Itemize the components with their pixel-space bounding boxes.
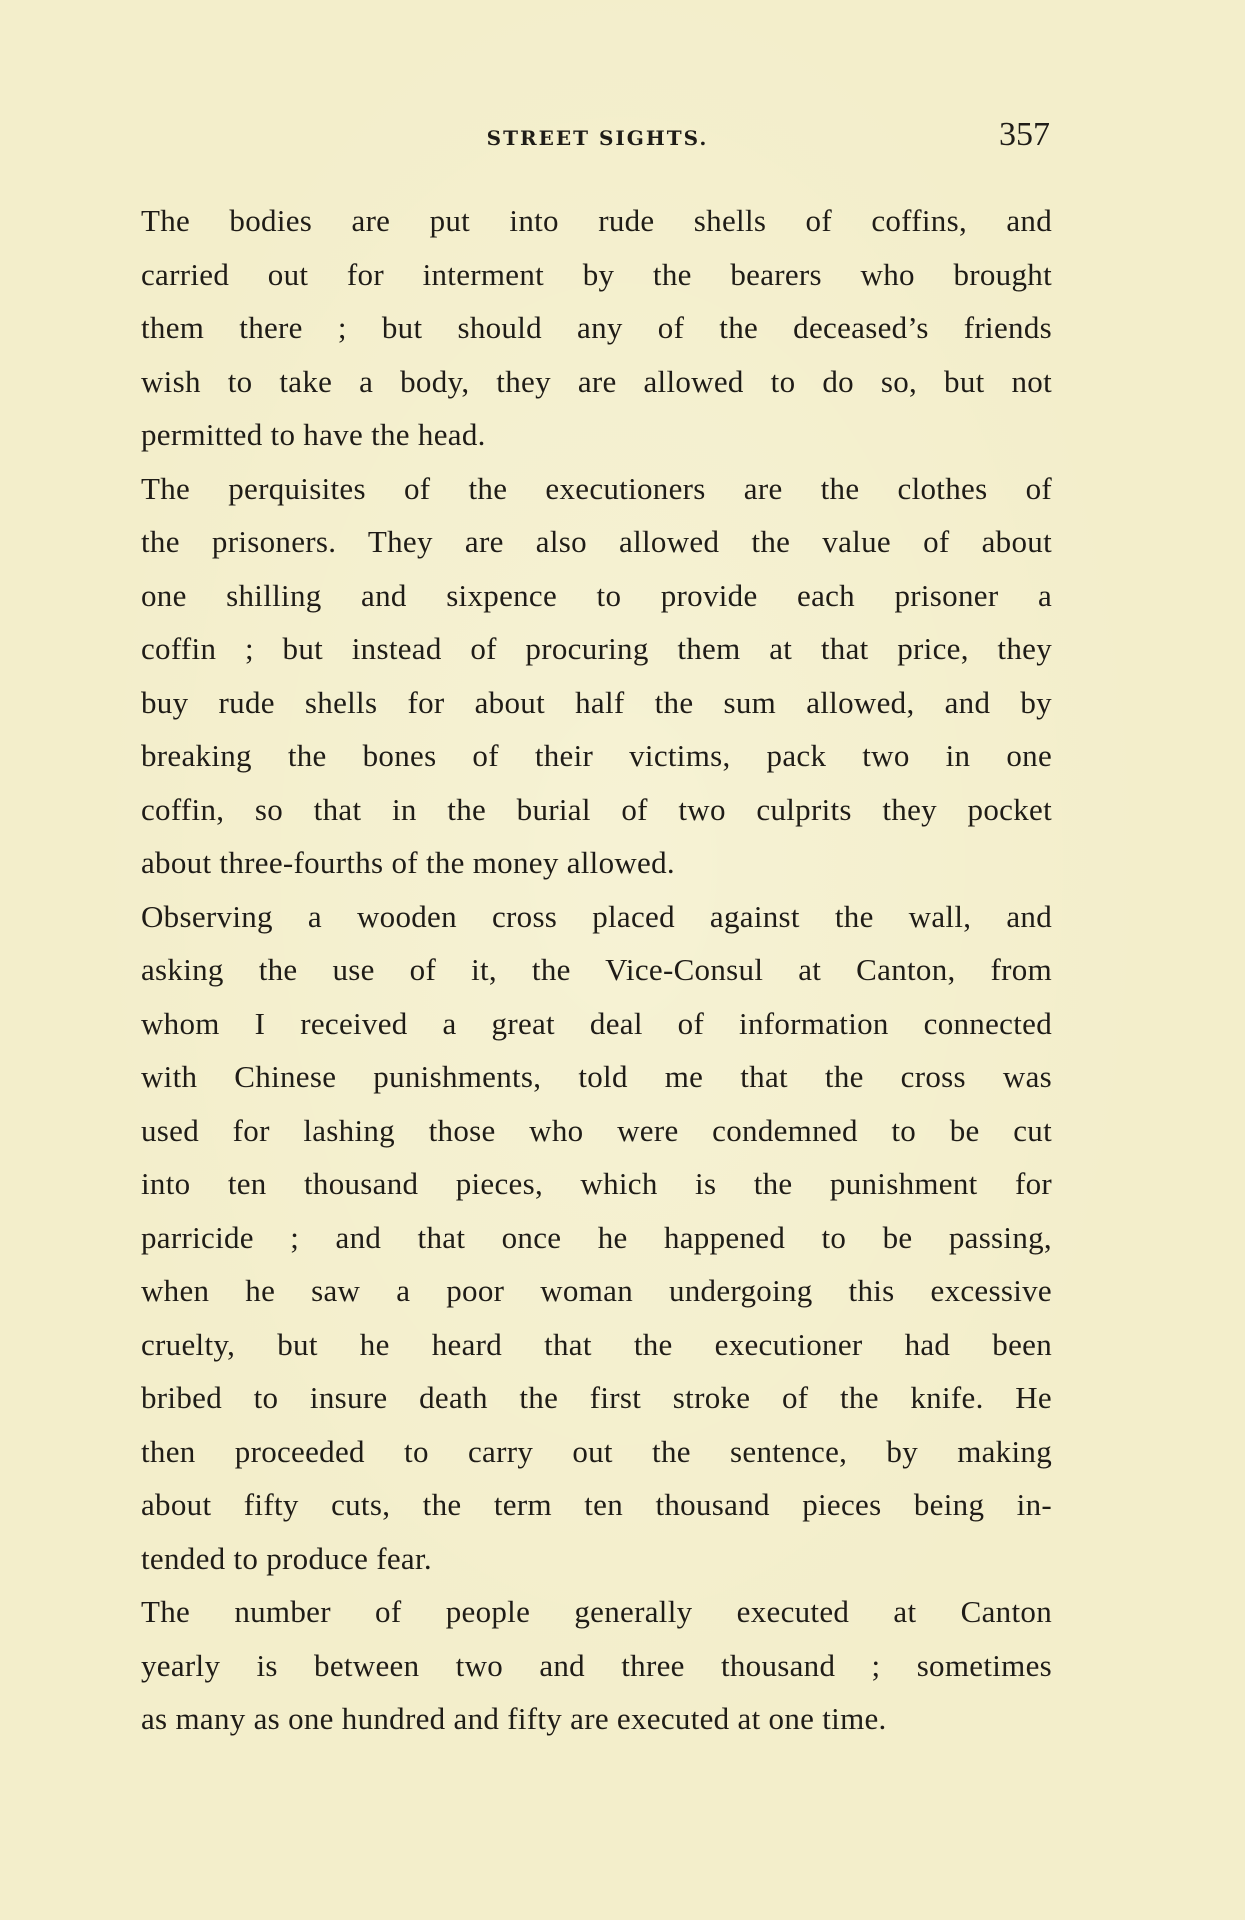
text-line: used for lashing those who were condemned to be cut (141, 1112, 1052, 1148)
text-line: tended to produce fear. (141, 1540, 432, 1576)
text-line: one shilling and sixpence to provide each prisoner a (141, 577, 1052, 613)
text-line: when he saw a poor woman undergoing this excessive (141, 1273, 1052, 1308)
text-line: about three-fourths of the money allowed. (141, 845, 675, 880)
paragraph (107, 890, 1052, 1586)
text-line: with Chinese punishments, told me that the cross was (141, 1059, 1052, 1094)
text-line: the prisoners. They are also allowed the value of about (141, 524, 1052, 559)
text-line: whom I received a great deal of information connected (141, 1005, 1052, 1041)
text-line: them there ; but should any of the deceased’s friends (141, 310, 1052, 345)
text-line: about fifty cuts, the term ten thousand pieces being in- (141, 1487, 1052, 1522)
paragraph (107, 1585, 1052, 1746)
running-title: STREET SIGHTS. (486, 126, 709, 150)
text-line: carried out for interment by the bearers who brought (141, 256, 1052, 292)
text-line: wish to take a body, they are allowed to do so, but not (141, 363, 1052, 399)
text-line: yearly is between two and three thousand ; sometimes (141, 1647, 1052, 1683)
text-line: The perquisites of the executioners are the clothes of (141, 470, 1052, 506)
text-line: asking the use of it, the Vice-Consul at Canton, from (141, 952, 1052, 987)
text-line: Observing a wooden cross placed against the wall, and (141, 898, 1052, 934)
text-line: bribed to insure death the first stroke of the knife. He (141, 1380, 1052, 1415)
text-line: breaking the bones of their victims, pack two in one (141, 738, 1052, 773)
text-line: coffin ; but instead of procuring them at that price, they (141, 631, 1052, 666)
text-line: buy rude shells for about half the sum allowed, and by (141, 684, 1052, 720)
paragraph (107, 194, 1052, 462)
text-line: as many as one hundred and fifty are executed at one time. (141, 1701, 887, 1736)
text-line: parricide ; and that once he happened to be passing, (141, 1219, 1052, 1255)
text-line: The bodies are put into rude shells of coffins, and (141, 203, 1052, 238)
text-line: cruelty, but he heard that the executioner had been (141, 1326, 1052, 1362)
text-line: into ten thousand pieces, which is the punishment for (141, 1166, 1052, 1201)
text-line: permitted to have the head. (141, 417, 486, 452)
body-text (107, 194, 1052, 1746)
text-line: coffin, so that in the burial of two culprits they pocket (141, 791, 1052, 827)
page-number: 357 (999, 116, 1050, 153)
text-line: then proceeded to carry out the sentence, by making (141, 1433, 1052, 1469)
running-head (140, 116, 1055, 160)
paragraph (107, 462, 1052, 890)
text-line: The number of people generally executed at Canton (141, 1594, 1052, 1629)
